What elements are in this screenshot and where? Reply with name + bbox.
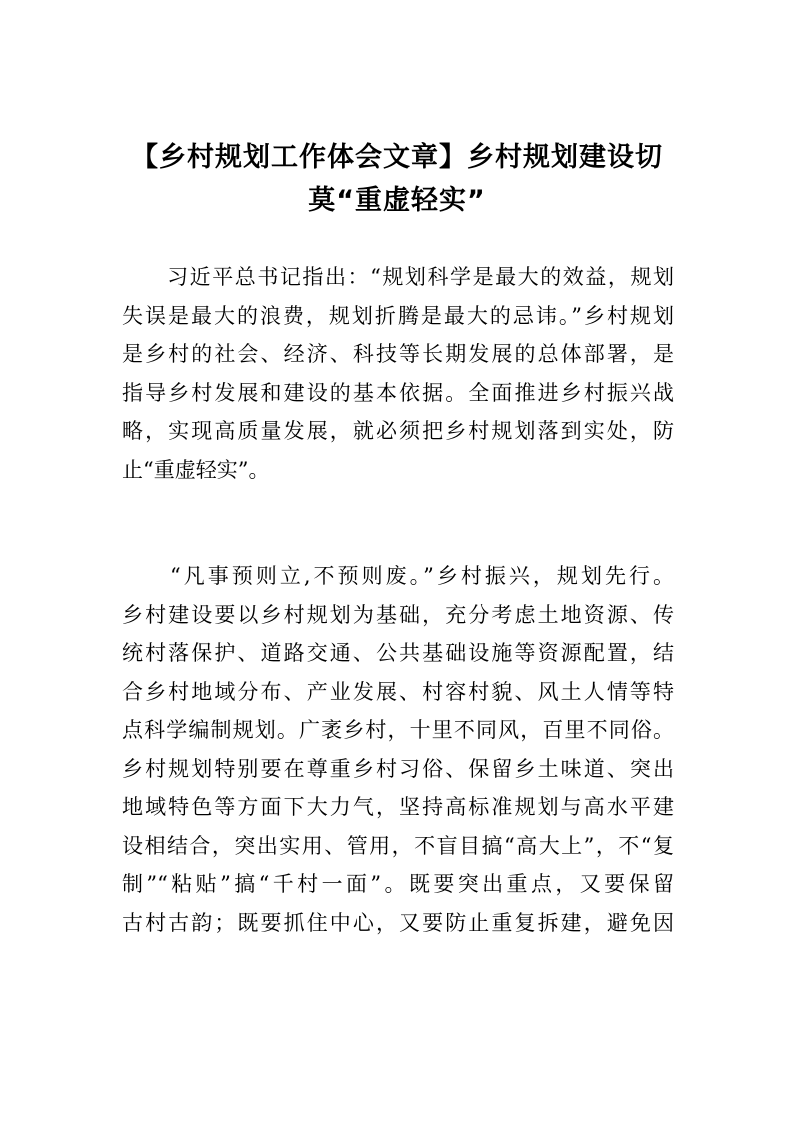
title-line: 莫“重虚轻实” [308, 185, 486, 216]
paragraph-2 [122, 557, 674, 942]
title-line: 【乡村规划工作体会文章】乡村规划建设切 [131, 142, 663, 173]
text-line: 古村古韵；既要抓住中心，又要防止重复拆建，避免因 [122, 910, 674, 935]
text-line: 乡村建设要以乡村规划为基础，充分考虑土地资源、传 [122, 602, 674, 627]
text-line: 略，实现高质量发展，就必须把乡村规划落到实处，防 [122, 419, 674, 443]
text-line: 地域特色等方面下大力气，坚持高标准规划与高水平建 [122, 795, 674, 819]
text-line: 点科学编制规划。广袤乡村，十里不同风，百里不同俗。 [122, 718, 674, 742]
text-line: 失误是最大的浪费，规划折腾是最大的忌讳。”乡村规划 [122, 303, 674, 328]
text-line: 制”“粘贴”搞“千村一面”。既要突出重点，又要保留 [122, 872, 674, 896]
text-line: 设相结合，突出实用、管用，不盲目搞“高大上”，不“复 [122, 833, 674, 858]
text-line: 习近平总书记指出：“规划科学是最大的效益，规划 [122, 265, 674, 289]
paragraph-1 [122, 258, 674, 489]
text-line: 指导乡村发展和建设的基本依据。全面推进乡村振兴战 [122, 380, 674, 405]
text-line: 合乡村地域分布、产业发展、村容村貌、风土人情等特 [122, 679, 674, 704]
text-line: “凡事预则立,不预则废。”乡村振兴，规划先行。 [122, 564, 674, 588]
text-line: 止“重虚轻实”。 [122, 457, 270, 482]
text-line: 统村落保护、道路交通、公共基础设施等资源配置，结 [122, 641, 674, 665]
document-title [110, 136, 684, 222]
text-line: 乡村规划特别要在尊重乡村习俗、保留乡土味道、突出 [122, 756, 674, 781]
text-line: 是乡村的社会、经济、科技等长期发展的总体部署，是 [122, 342, 674, 366]
